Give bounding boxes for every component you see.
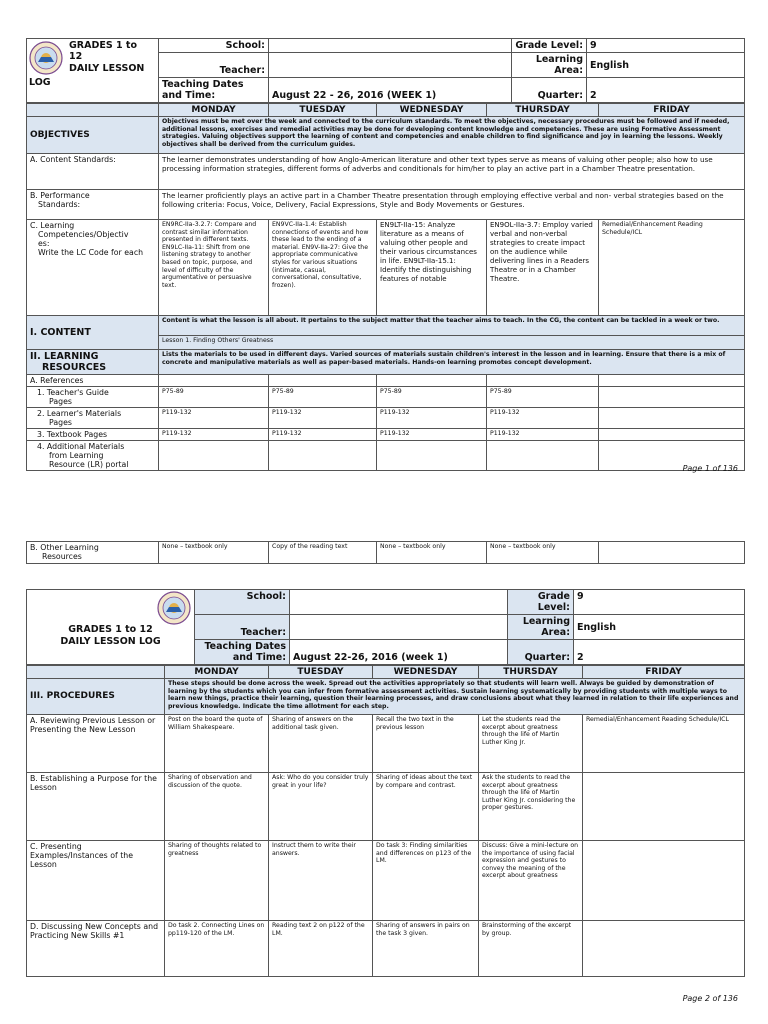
quarter-value: 2 <box>587 78 745 103</box>
procedure-cell: Let the students read the excerpt about greatness through the life of Martin Luther King Jr. <box>479 715 583 773</box>
learning-resources-label <box>27 350 159 375</box>
objectives-text: Objectives must be met over the week and connected to the curriculum standards. To meet the objectives, necessary procedures must be followed and if needed, additional lessons, exercises and remedial activities may be done for developing content knowledge and competencies. These are using Formative Assessment strategies. Valuing objectives support the learning of content and competencies and enable children to find significance and joy in learning the lessons. Weekly objectives shall be derived from the curriculum guides. <box>159 117 745 154</box>
learning-area2-label-2: Area: <box>541 627 570 638</box>
day-tuesday: TUESDAY <box>269 104 377 117</box>
competency-wednesday: EN9LT-IIa-15: Analyze literature as a means of valuing other people and their various circumstances in life. EN9LT-IIa-15.1: Identify the distinguishing features of notable <box>377 220 487 316</box>
other-resources-cell: None – textbook only <box>377 542 487 564</box>
page-1 <box>26 38 744 471</box>
performance-label-1: B. Performance <box>30 191 90 200</box>
school-value <box>269 39 512 53</box>
day-monday: MONDAY <box>159 104 269 117</box>
teacher-label-2: Teacher: <box>195 615 290 640</box>
continuation-block <box>26 541 744 564</box>
grade-level-value-2: 9 <box>574 590 745 615</box>
procedure-cell <box>583 773 745 841</box>
day-header-blank <box>27 104 159 117</box>
ref-cell: P75-89 <box>159 387 269 408</box>
procedure-cell: Discuss: Give a mini-lecture on the importance of using facial expression and gestures to convey the meaning of the excerpt about greatness <box>479 841 583 921</box>
header-table-page1 <box>26 38 745 103</box>
teacher-value <box>269 53 512 78</box>
content-lesson: Lesson 1. Finding Others' Greatness <box>159 336 745 350</box>
procedure-cell: Sharing of observation and discussion of the quote. <box>165 773 269 841</box>
procedure-label-a: A. Reviewing Previous Lesson or Presenting the New Lesson <box>27 715 165 773</box>
ref-cell: P75-89 <box>487 387 599 408</box>
dll-title-cell <box>27 39 159 103</box>
procedure-cell: Do task 3: Finding similarities and differences on p123 of the LM. <box>373 841 479 921</box>
table-row <box>27 542 745 564</box>
additional-label-2: from Learning <box>49 451 104 460</box>
title2-line1: GRADES 1 to 12 <box>68 624 153 635</box>
title2-line2: DAILY LESSON LOG <box>60 636 161 647</box>
dates2-label-2: and Time: <box>232 652 286 663</box>
additional-label-3: Resource (LR) portal <box>49 460 129 469</box>
learning-area2-label-1: Learning <box>522 616 570 627</box>
school-value-2 <box>290 590 508 615</box>
header-table-page2 <box>26 589 745 665</box>
procedure-cell: Sharing of answers in pairs on the task 3 given. <box>373 921 479 977</box>
procedure-label-b: B. Establishing a Purpose for the Lesson <box>27 773 165 841</box>
teacher-label: Teacher: <box>159 53 269 78</box>
title-line4: LOG <box>29 77 51 88</box>
day-tuesday-2: TUESDAY <box>269 666 373 679</box>
quarter-label: Quarter: <box>512 78 587 103</box>
procedure-cell: Brainstorming of the excerpt by group. <box>479 921 583 977</box>
grade-level-label-2: Grade Level: <box>508 590 574 615</box>
additional-materials-label <box>27 441 159 471</box>
title-line3: DAILY LESSON <box>69 63 145 74</box>
dll-title-cell-2 <box>27 590 195 665</box>
table-row <box>27 408 745 429</box>
ref-cell <box>599 408 745 429</box>
ref-label-textbook: 3. Textbook Pages <box>27 429 159 441</box>
performance-standards-label <box>27 190 159 220</box>
ref-label-teachers-guide <box>27 387 159 408</box>
learning-area-value: English <box>587 53 745 78</box>
table-row <box>27 921 745 977</box>
procedure-cell: Ask the students to read the excerpt about greatness through the life of Martin Luther King Jr. considering the proper gestures. <box>479 773 583 841</box>
resources-label-2: RESOURCES <box>42 362 107 373</box>
procedure-cell: Sharing of thoughts related to greatness <box>165 841 269 921</box>
title-line1: GRADES 1 to <box>69 40 137 51</box>
learning-area-label <box>512 53 587 78</box>
procedures-note: These steps should be done across the week. Spread out the activities appropriately so that students will learn well. Always be guided by demonstration of learning by the students which you can infer from formative assessment activities. Sustain learning systematically by providing students with multiple ways to learn new things, practice their learning, question their learning processes, and draw conclusions about what they learned in relation to their life experiences and previous knowledge. Indicate the time allotment for each step. <box>165 679 745 715</box>
lesson-table-page1 <box>26 103 745 471</box>
quarter-label-2: Quarter: <box>508 640 574 665</box>
table-row <box>27 773 745 841</box>
learning-area-label-2 <box>508 615 574 640</box>
ref-cell: P75-89 <box>269 387 377 408</box>
lesson-table-page2 <box>26 665 745 977</box>
day-friday-2: FRIDAY <box>583 666 745 679</box>
objectives-label: OBJECTIVES <box>27 117 159 154</box>
teacher-value-2 <box>290 615 508 640</box>
learning-area-label-2: Area: <box>554 65 583 76</box>
other-resources-cell: None – textbook only <box>487 542 599 564</box>
competencies-label-1: C. Learning <box>30 221 75 230</box>
day-thursday-2: THURSDAY <box>479 666 583 679</box>
procedure-cell: Instruct them to write their answers. <box>269 841 373 921</box>
ref-cell: P75-89 <box>377 387 487 408</box>
content-standards-label: A. Content Standards: <box>27 154 159 190</box>
page-number-2: Page 2 of 136 <box>682 994 738 1003</box>
ref-cell <box>599 387 745 408</box>
page-2 <box>26 589 744 977</box>
deped-seal-icon <box>157 591 191 625</box>
table-row <box>27 441 745 471</box>
ref-label-learners-materials-1: 2. Learner's Materials <box>37 409 122 418</box>
table-row <box>27 841 745 921</box>
teaching-dates-label-2 <box>195 640 290 665</box>
ref-cell: P119-132 <box>269 408 377 429</box>
additional-label-1: 4. Additional Materials <box>37 442 125 451</box>
grade-level-label: Grade Level: <box>512 39 587 53</box>
competencies-label <box>27 220 159 316</box>
performance-standards-text: The learner proficiently plays an active part in a Chamber Theatre presentation through employing effective verbal and non- verbal strategies based on the following criteria: Focus, Voice, Delivery, Facial Expressions, Style and Body Movements or Gestures. <box>159 190 745 220</box>
ref-label-teachers-guide-1: 1. Teacher's Guide <box>37 388 109 397</box>
ref-cell: P119-132 <box>487 408 599 429</box>
performance-label-2: Standards: <box>38 200 81 209</box>
references-label: A. References <box>27 375 159 387</box>
competency-tuesday: EN9VC-IIa-1.4: Establish connections of events and how these lead to the ending of a material. EN9V-IIa-27: Give the appropriate communicative styles for various situations (intimate, casual, conversational, consultative, frozen). <box>269 220 377 316</box>
content-label: I. CONTENT <box>27 316 159 350</box>
deped-seal-icon <box>29 41 63 75</box>
competencies-label-4: Write the LC Code for each <box>38 248 144 257</box>
grade-level-value: 9 <box>587 39 745 53</box>
table-row <box>27 387 745 408</box>
other-resources-label <box>27 542 159 564</box>
procedure-cell: Do task 2. Connecting Lines on pp119-120 of the LM. <box>165 921 269 977</box>
teaching-dates-value: August 22 - 26, 2016 (WEEK 1) <box>269 78 512 103</box>
learning-area-label-1: Learning <box>535 54 583 65</box>
procedure-cell: Recall the two text in the previous lesson <box>373 715 479 773</box>
resources-note: Lists the materials to be used in different days. Varied sources of materials sustain children's interest in the lesson and in learning. Ensure that there is a mix of concrete and manipulative materials as well as paper-based materials. Hands-on learning promotes concept development. <box>159 350 745 375</box>
competencies-label-3: es: <box>38 239 50 248</box>
school-label-2: School: <box>195 590 290 615</box>
ref-cell: P119-132 <box>377 429 487 441</box>
resources-label-1: II. LEARNING <box>30 351 99 362</box>
procedure-cell <box>583 841 745 921</box>
day-monday-2: MONDAY <box>165 666 269 679</box>
teaching-dates-label: Teaching Dates and Time: <box>159 78 269 103</box>
ref-cell: P119-132 <box>269 429 377 441</box>
procedure-cell: Sharing of ideas about the text by compare and contrast. <box>373 773 479 841</box>
table-row <box>27 429 745 441</box>
day-header-blank-2 <box>27 666 165 679</box>
procedures-label: III. PROCEDURES <box>27 679 165 715</box>
day-wednesday-2: WEDNESDAY <box>373 666 479 679</box>
competency-friday: Remedial/Enhancement Reading Schedule/ICL <box>599 220 745 316</box>
ref-label-teachers-guide-2: Pages <box>49 397 72 406</box>
day-friday: FRIDAY <box>599 104 745 117</box>
dates2-label-1: Teaching Dates <box>204 641 286 652</box>
learning-area-value-2: English <box>574 615 745 640</box>
day-thursday: THURSDAY <box>487 104 599 117</box>
table-row <box>27 715 745 773</box>
other-resources-cell: Copy of the reading text <box>269 542 377 564</box>
competency-monday: EN9RC-IIa-3.2.7: Compare and contrast similar information presented in different texts. EN9LC-IIa-11: Shift from one listening strategy to another based on topic, purpose, and level of difficulty of the argumentative or persuasive text. <box>159 220 269 316</box>
day-wednesday: WEDNESDAY <box>377 104 487 117</box>
other-resources-cell: None – textbook only <box>159 542 269 564</box>
ref-cell: P119-132 <box>487 429 599 441</box>
other-resources-table <box>26 541 745 564</box>
school-label: School: <box>159 39 269 53</box>
ref-label-learners-materials-2: Pages <box>49 418 72 427</box>
procedure-cell: Post on the board the quote of William Shakespeare. <box>165 715 269 773</box>
procedure-cell: Sharing of answers on the additional task given. <box>269 715 373 773</box>
other-resources-label-1: B. Other Learning <box>30 543 99 552</box>
ref-cell: P119-132 <box>377 408 487 429</box>
ref-label-learners-materials <box>27 408 159 429</box>
quarter-value-2: 2 <box>574 640 745 665</box>
procedure-cell: Remedial/Enhancement Reading Schedule/ICL <box>583 715 745 773</box>
procedure-label-c: C. Presenting Examples/Instances of the Lesson <box>27 841 165 921</box>
other-resources-label-2: Resources <box>42 552 82 561</box>
ref-cell: P119-132 <box>159 429 269 441</box>
competencies-label-2: Competencies/Objectiv <box>38 230 129 239</box>
ref-cell: P119-132 <box>159 408 269 429</box>
content-standards-text: The learner demonstrates understanding of how Anglo-American literature and other text types serve as means of valuing other people; also how to use processing information strategies, different forms of adverbs and conditionals for him/her to play an active part in a Chamber Theatre presentation. <box>159 154 745 190</box>
procedure-cell: Reading text 2 on p122 of the LM. <box>269 921 373 977</box>
procedure-label-d: D. Discussing New Concepts and Practicing New Skills #1 <box>27 921 165 977</box>
competency-thursday: EN9OL-IIa-3.7: Employ varied verbal and non-verbal strategies to create impact on the audience while delivering lines in a Readers Theatre or in a Chamber Theatre. <box>487 220 599 316</box>
procedure-cell <box>583 921 745 977</box>
content-note: Content is what the lesson is all about. It pertains to the subject matter that the teacher aims to teach. In the CG, the content can be tackled in a week or two. <box>159 316 745 336</box>
teaching-dates-value-2: August 22-26, 2016 (week 1) <box>290 640 508 665</box>
title-line2: 12 <box>69 51 83 62</box>
other-resources-cell <box>599 542 745 564</box>
ref-cell <box>599 429 745 441</box>
procedure-cell: Ask: Who do you consider truly great in your life? <box>269 773 373 841</box>
page-number-1: Page 1 of 136 <box>682 464 738 473</box>
